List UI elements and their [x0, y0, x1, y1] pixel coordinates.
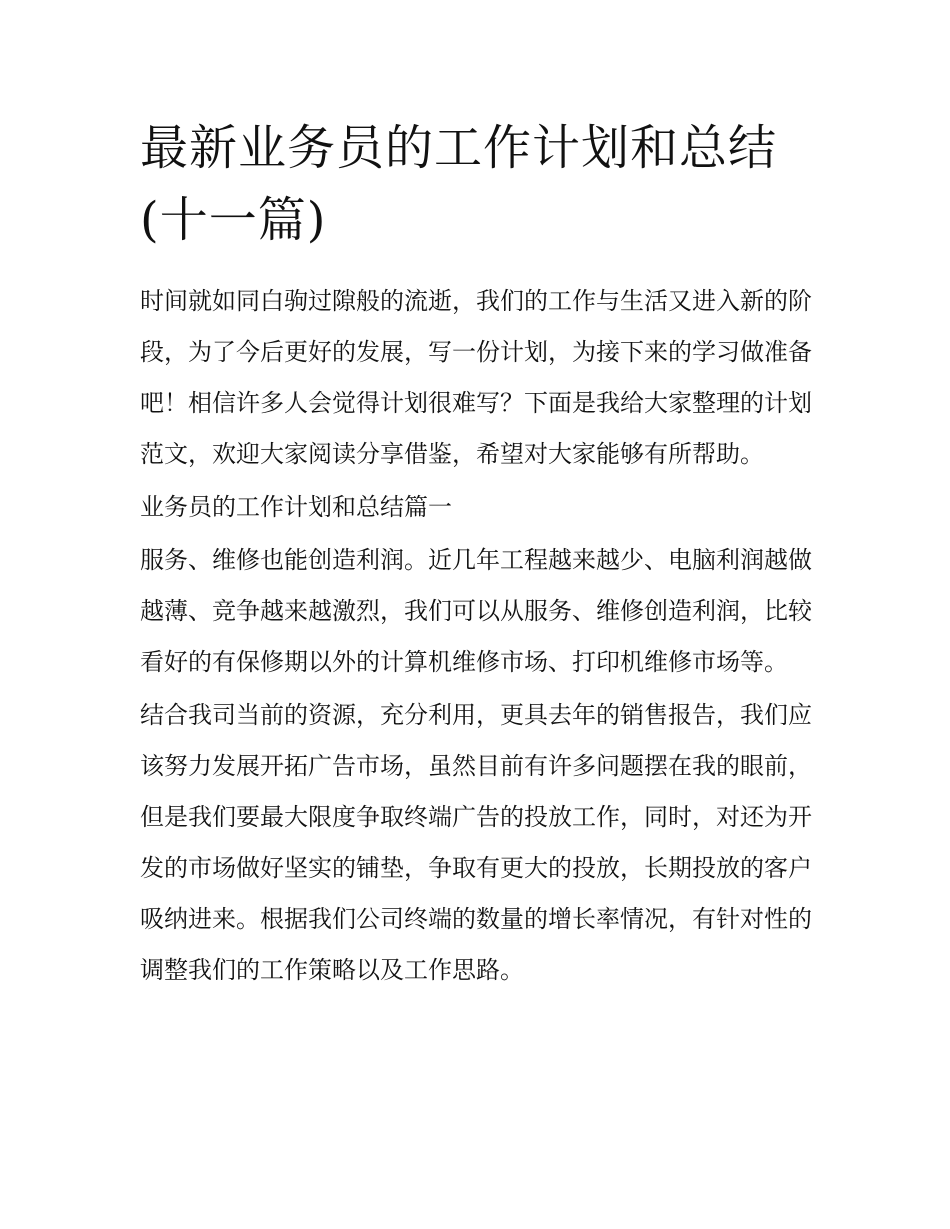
section-heading: 业务员的工作计划和总结篇一	[140, 493, 452, 521]
document-title: 最新业务员的工作计划和总结(十一篇)	[140, 120, 778, 248]
document-page	[140, 112, 812, 998]
body-paragraph-1: 服务、维修也能创造利润。近几年工程越来越少、电脑利润越做越薄、竞争越来越激烈，我们可以从服务、维修创造利润，比较看好的有保修期以外的计算机维修市场、打印机维修市场等。	[140, 546, 812, 676]
intro-paragraph: 时间就如同白驹过隙般的流逝，我们的工作与生活又进入新的阶段，为了今后更好的发展，写一份计划，为接下来的学习做准备吧！相信许多人会觉得计划很难写？下面是我给大家整理的计划范文，欢迎大家阅读分享借鉴，希望对大家能够有所帮助。	[140, 287, 812, 468]
body-paragraph-2: 结合我司当前的资源，充分利用，更具去年的销售报告，我们应该努力发展开拓广告市场，虽然目前有许多问题摆在我的眼前，但是我们要最大限度争取终端广告的投放工作，同时，对还为开发的市场做好坚实的铺垫，争取有更大的投放，长期投放的客户吸纳进来。根据我们公司终端的数量的增长率情况，有针对性的调整我们的工作策略以及工作思路。	[140, 701, 812, 984]
